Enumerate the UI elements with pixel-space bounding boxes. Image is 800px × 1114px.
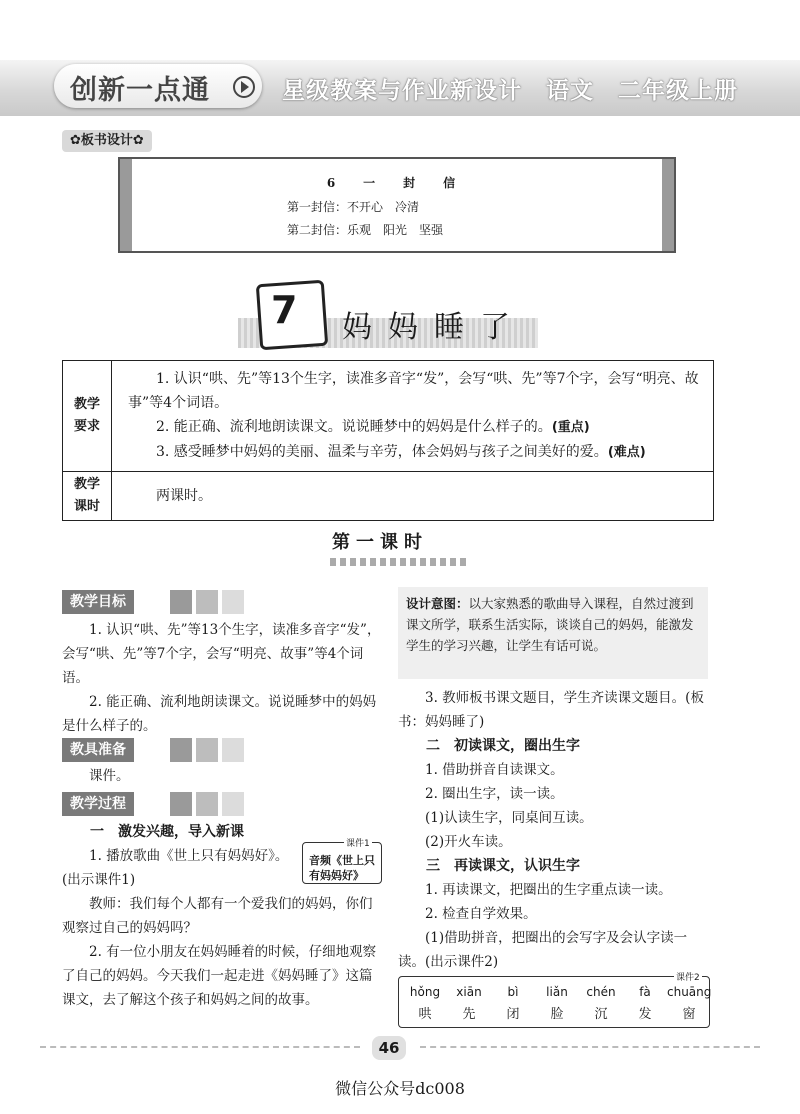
- left-goal-2: 2. 能正确、流利地朗读课文。说说睡梦中的妈妈是什么样子的。: [62, 694, 377, 734]
- board-title: 6 一 封 信: [326, 176, 464, 190]
- right-p3: 3. 教师板书课文题目，学生齐读课文题目。(板书：妈妈睡了): [398, 690, 704, 730]
- chip-square: [196, 792, 218, 816]
- pinyin: liǎn: [546, 985, 568, 999]
- chip-square: [170, 738, 192, 762]
- step1-p3: 2. 有一位小朋友在妈妈睡着的时候，仔细地观察了自己的妈妈。今天我们一起走进《妈妈睡了》这篇课文，去了解这个孩子和妈妈之间的故事。: [62, 944, 377, 1008]
- pinyin: xiān: [456, 985, 482, 999]
- goals-cell: [112, 361, 714, 472]
- wechat-watermark: 微信公众号dc008: [335, 1079, 465, 1098]
- chip-square: [196, 738, 218, 762]
- section-goals-chip: 教学目标: [62, 590, 134, 614]
- board-line-2: 第二封信：乐观 阳光 坚强: [287, 223, 444, 237]
- hours-cell: 两课时。: [112, 472, 714, 521]
- pinyin: chén: [586, 985, 616, 999]
- lesson-number: 7: [271, 288, 298, 332]
- right-content: [398, 686, 710, 974]
- brand-name: 创新一点通: [70, 75, 210, 106]
- chip-square: [222, 738, 244, 762]
- pinyin-row: [403, 985, 711, 999]
- goal-2: 2. 能正确、流利地朗读课文。说说睡梦中的妈妈是什么样子的。(重点): [156, 419, 590, 435]
- pinyin: hǒng: [409, 985, 441, 999]
- step2-item-2: 2. 圈出生字，读一读。: [425, 786, 564, 802]
- hanzi: 沉: [594, 1007, 608, 1022]
- step1-title: 一 激发兴趣，导入新课: [90, 824, 244, 840]
- step3-item-3: (1)借助拼音，把圈出的会写字及会认字读一读。(出示课件2): [398, 930, 688, 970]
- pinyin: chuāng: [667, 985, 712, 999]
- period-heading: 第一课时: [332, 532, 428, 553]
- chip-square: [222, 792, 244, 816]
- hanzi: 窗: [682, 1007, 696, 1022]
- board-line-1: 第一封信：不开心 冷清: [287, 200, 420, 214]
- goals-label: 教学要求: [63, 361, 112, 472]
- section-process-chip: 教学过程: [62, 792, 134, 816]
- footer-line-left: [40, 1046, 360, 1048]
- hanzi: 发: [638, 1007, 652, 1022]
- hanzi: 先: [462, 1007, 476, 1022]
- step3-item-1: 1. 再读课文，把圈出的生字重点读一读。: [425, 882, 672, 898]
- goal-3: 3. 感受睡梦中妈妈的美丽、温柔与辛劳，体会妈妈与孩子之间美好的爱。(难点): [156, 444, 646, 460]
- chip-square: [196, 590, 218, 614]
- step2-item-4: (2)开火车读。: [425, 834, 512, 850]
- book-title: 星级教案与作业新设计 语文 二年级上册: [282, 78, 738, 104]
- step1-rest: [62, 892, 384, 1012]
- hanzi: 闭: [506, 1007, 520, 1022]
- hanzi: 脸: [550, 1007, 564, 1022]
- board-design-tag: ✿板书设计✿: [62, 130, 152, 152]
- pinyin: bì: [507, 985, 519, 999]
- section-tools-chip: 教具准备: [62, 738, 134, 762]
- goal-1: 1. 认识“哄、先”等13个生字，读准多音字“发”，会写“哄、先”等7个字，会写“明亮、故事”等4个词语。: [128, 371, 699, 411]
- courseware-2-tag: 课件2: [674, 970, 702, 983]
- step3-item-2: 2. 检查自学效果。: [425, 906, 537, 922]
- left-goals: [62, 618, 384, 738]
- play-icon: [233, 76, 255, 98]
- hours-label: 教学课时: [63, 472, 112, 521]
- chip-square: [170, 792, 192, 816]
- requirements-table: [62, 360, 714, 521]
- pinyin: fà: [639, 985, 651, 999]
- period-underline: [330, 558, 470, 566]
- left-goal-1: 1. 认识“哄、先”等13个生字，读准多音字“发”，会写“哄、先”等7个字，会写“明亮、故事”等4个词语。: [62, 622, 381, 686]
- footer-line-right: [420, 1046, 760, 1048]
- step1-p2: 教师：我们每个人都有一个爱我们的妈妈，你们观察过自己的妈妈吗？: [62, 896, 373, 936]
- courseware-1-tag: 课件1: [344, 836, 372, 849]
- courseware-1-box: 音频《世上只有妈妈好》: [302, 842, 382, 884]
- hanzi-row: [403, 1003, 711, 1022]
- step2-title: 二 初读课文，圈出生字: [426, 738, 580, 754]
- courseware-2-box: [398, 976, 710, 1028]
- page-number: 46: [372, 1036, 406, 1060]
- step2-item-3: (1)认读生字，同桌间互读。: [425, 810, 593, 826]
- chip-square: [170, 590, 192, 614]
- chip-square: [222, 590, 244, 614]
- hanzi: 哄: [418, 1007, 432, 1022]
- left-tools: 课件。: [89, 768, 130, 784]
- step2-item-1: 1. 借助拼音自读课文。: [425, 762, 564, 778]
- lesson-title: 妈妈睡了: [342, 310, 526, 345]
- design-intent-box: 设计意图：以大家熟悉的歌曲导入课程，自然过渡到课文所学，联系生活实际，谈谈自己的妈妈，能激发学生的学习兴趣，让学生有话可说。: [398, 587, 708, 679]
- step1-p1: 1. 播放歌曲《世上只有妈妈好》。(出示课件1): [62, 848, 289, 888]
- step3-title: 三 再读课文，认识生字: [426, 858, 580, 874]
